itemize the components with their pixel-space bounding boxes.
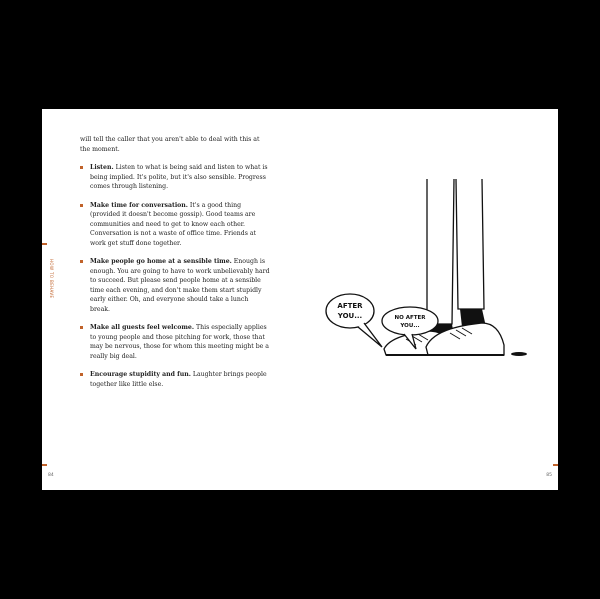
bullet-text: Laughter brings people together like little else. <box>90 371 267 388</box>
bullet-text: It's a good thing (provided it doesn't become gossip). Good teams are communities and need to get to know each other. Conversation is not a waste of office time. Friends at work get stuff done together. <box>90 201 257 247</box>
side-rule-bottom-right <box>553 464 558 466</box>
bullet-lead: Listen. <box>90 164 114 171</box>
side-rule-bottom <box>42 464 47 466</box>
bullet-item <box>80 323 270 361</box>
bullet-lead: Make all guests feel welcome. <box>90 324 195 331</box>
intro-paragraph: will tell the caller that you aren't able to deal with this at the moment. <box>80 136 260 153</box>
bullet-item <box>80 201 270 249</box>
bubble-right-line1: NO AFTER <box>394 315 426 321</box>
bullet-square <box>80 326 83 329</box>
left-page <box>42 109 300 490</box>
bullet-item <box>80 163 270 192</box>
bullet-lead: Encourage stupidity and fun. <box>90 371 191 378</box>
bullet-square <box>80 166 83 169</box>
bubble-left-line2: YOU... <box>337 312 363 320</box>
bullet-item <box>80 370 270 389</box>
bullet-text: This especially applies to young people and those pitching for work, those that may be nervous, those for whom this meeting might be a really big deal. <box>90 324 269 360</box>
bullet-lead: Make time for conversation. <box>90 201 188 209</box>
running-title: HOW TO BEHAVE <box>49 259 54 299</box>
page-number-left: 84 <box>48 473 54 478</box>
bullet-square <box>80 260 83 263</box>
bullet-item <box>80 257 270 314</box>
bubble-right-line2: YOU... <box>400 323 420 329</box>
page-number-right: 85 <box>546 473 552 478</box>
bullet-text: Listen to what is being said and listen to what is being implied. It's polite, but it's also sensible. Progress comes through listening. <box>90 164 268 190</box>
bullet-square <box>80 373 83 376</box>
bullet-lead: Make people go home at a sensible time. <box>90 258 232 265</box>
bullet-square <box>80 204 83 207</box>
side-rule-top <box>42 243 47 245</box>
book-spread <box>42 109 558 490</box>
shoes-illustration <box>324 179 534 379</box>
body-text <box>80 135 270 398</box>
bubble-left-line1: AFTER <box>337 302 363 310</box>
bullet-text: Enough is enough. You are going to have to work unbelievably hard to succeed. But please send people home at a sensible time each evening, and don't make them start stupidly early either. Oh, and everyone should take a lunch break. <box>90 258 270 313</box>
